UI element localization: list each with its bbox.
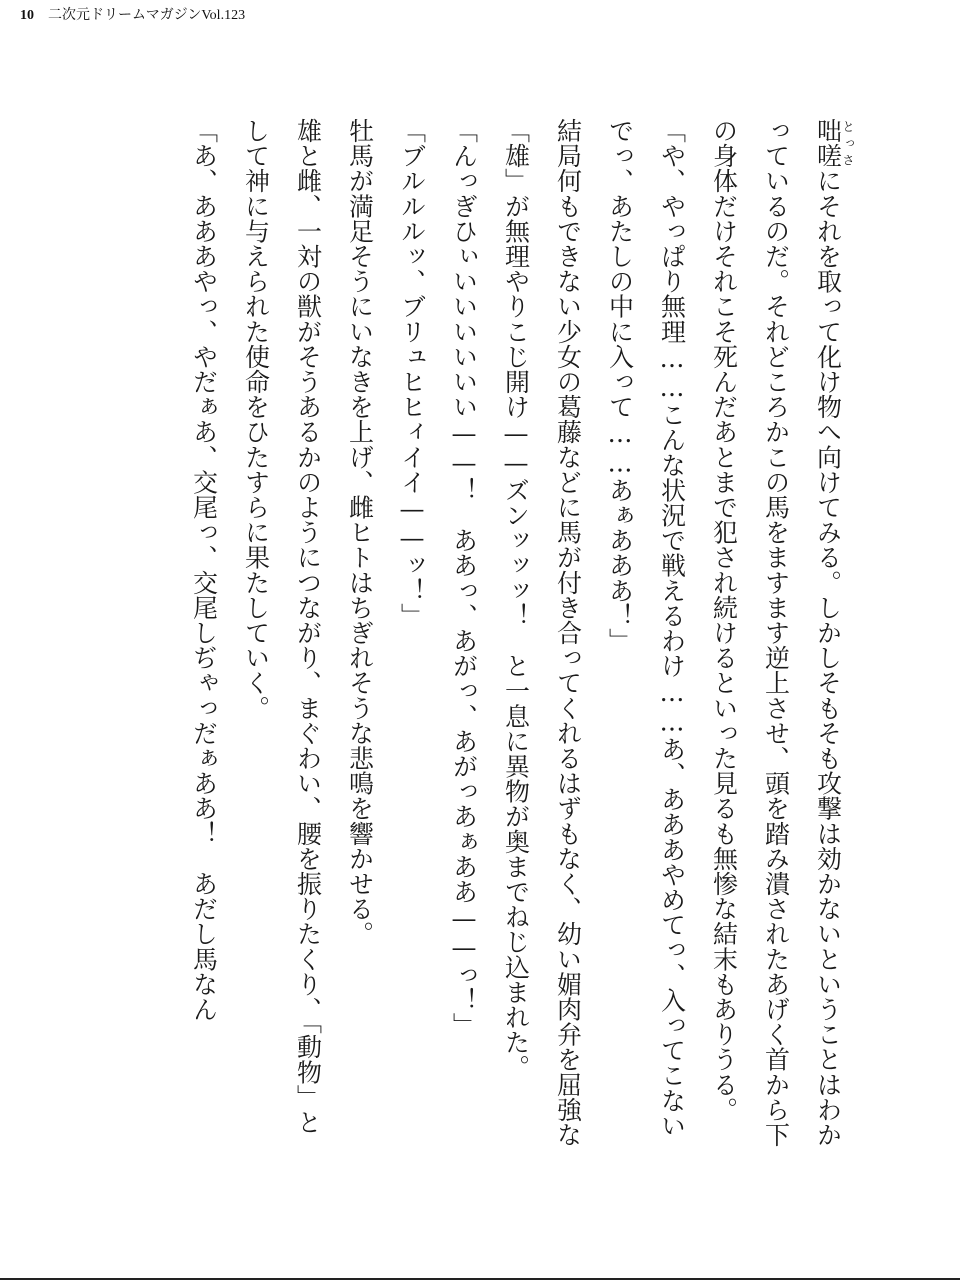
paragraph-1-text: にそれを取って化け物へ向けてみる。しかしそもそも攻撃は効かないということはわかっているのだ。それどころかこの馬をますます逆上させ、頭を踏み潰されたあげく首から下の身体だけそれこそ死んだあとまで犯され続けるといった見るも無惨な結末もありうる。 xyxy=(709,118,843,1148)
ruby-word xyxy=(813,118,855,169)
page-header xyxy=(20,4,245,24)
page-number: 10 xyxy=(20,8,34,23)
paragraph-7: 雄と雌、一対の獣がそうあるかのようにつながり、まぐわい、腰を振りたくり、「動物」として神に与えられた使命をひたすらに果たしていく。 xyxy=(241,118,323,1135)
paragraph-1 xyxy=(698,118,856,1148)
ruby-base: 咄嗟 xyxy=(813,118,843,169)
vertical-body-text xyxy=(115,118,855,1148)
paragraph-8: 「あ、あああやっ、やだぁあ、交尾っ、交尾しぢゃっだぁああ！ あだし馬なん xyxy=(189,118,219,1022)
paragraph-6: 牡馬が満足そうにいなきを上げ、雌ヒトはちぎれそうな悲鳴を響かせる。 xyxy=(345,118,375,947)
paragraph-5: 「ブルルルッ、ブリュヒヒィイイ——ッ！」 xyxy=(397,118,427,628)
paragraph-4: 「んっぎひぃいいいいいい——！ ああっ、あがっ、あがっあぁああ——っ！」 xyxy=(449,118,479,1038)
bottom-rule xyxy=(0,1278,960,1280)
magazine-title: 二次元ドリームマガジンVol.123 xyxy=(48,8,246,23)
ruby-reading: とっさ xyxy=(840,118,855,169)
paragraph-3: 結局何もできない少女の葛藤などに馬が付き合ってくれるはずもなく、幼い媚肉弁を屈強な「雄」が無理やりこじ開け——ズンッッッ！ と一息に異物が奥までねじ込まれた。 xyxy=(501,118,583,1148)
paragraph-2: 「や、やっぱり無理……こんな状況で戦えるわけ……あ、あああやめてっ、入ってこないでっ、あたしの中に入って……あぁあああ！」 xyxy=(605,118,687,1138)
